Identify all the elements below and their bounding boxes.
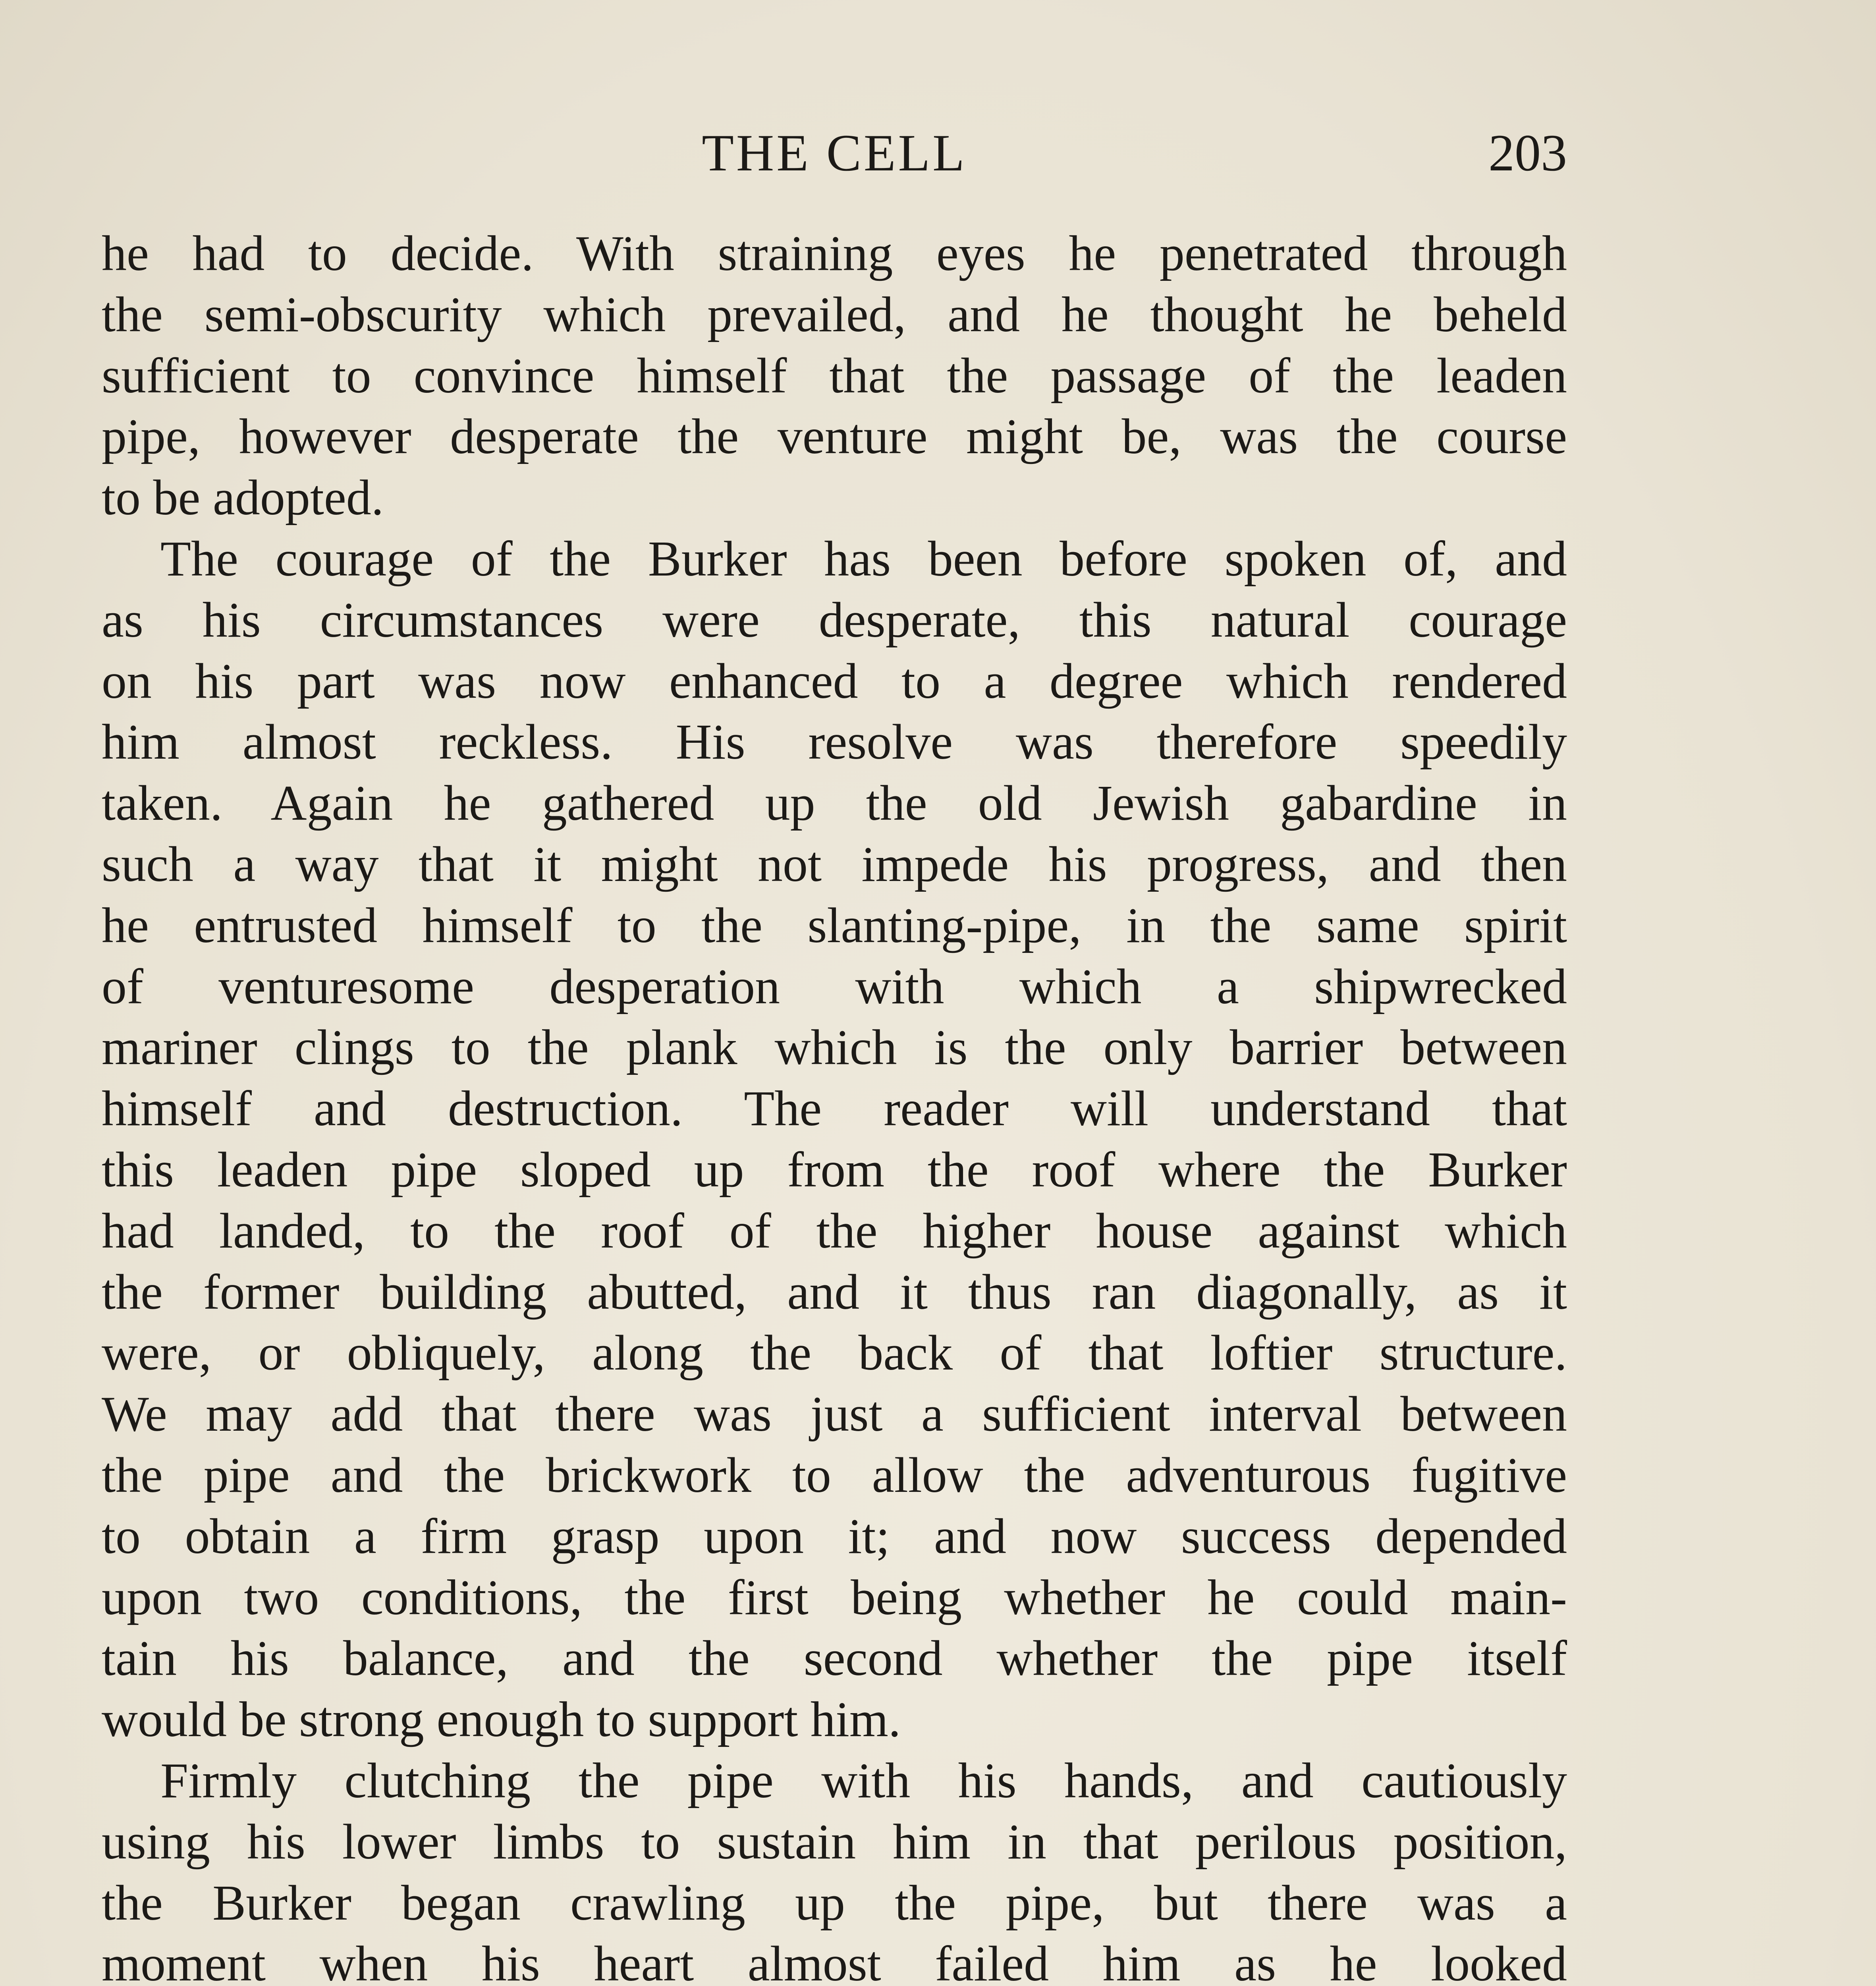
running-head [102,119,1567,187]
text-line: Firmly clutching the pipe with his hands, and cautiously [160,1753,1567,1808]
text-line: of venturesome desperation with which a shipwrecked [102,959,1567,1014]
text-line: mariner clings to the plank which is the only barrier between [102,1020,1567,1076]
text-line: on his part was now enhanced to a degree which rendered [102,653,1567,709]
text-line: taken. Again he gathered up the old Jewish gabardine in [102,776,1567,831]
text-line: himself and destruction. The reader will understand that [102,1081,1567,1137]
text-line: using his lower limbs to sustain him in that perilous position, [102,1814,1567,1870]
running-title: THE CELL [702,124,967,182]
page-number: 203 [1488,124,1567,182]
text-line: the Burker began crawling up the pipe, but there was a [102,1875,1567,1931]
text-line: such a way that it might not impede his progress, and then [102,837,1567,892]
text-line: to be adopted. [102,470,384,526]
text-line: he had to decide. With straining eyes he penetrated through [102,226,1567,281]
text-line: he entrusted himself to the slanting-pipe, in the same spirit [102,898,1567,953]
text-line: this leaden pipe sloped up from the roof where the Burker [102,1142,1567,1198]
text-line: upon two conditions, the first being whether he could main- [102,1570,1567,1625]
text-line: would be strong enough to support him. [102,1692,901,1748]
text-line: We may add that there was just a sufficient interval between [102,1387,1567,1442]
text-line: moment when his heart almost failed him as he looked [102,1936,1567,1986]
text-line: to obtain a firm grasp upon it; and now success depended [102,1509,1567,1564]
body-text [102,223,1567,1986]
text-line: the former building abutted, and it thus ran diagonally, as it [102,1264,1567,1320]
text-line: tain his balance, and the second whether the pipe itself [102,1631,1567,1687]
text-line: pipe, however desperate the venture might be, was the course [102,409,1567,465]
text-line: had landed, to the roof of the higher house against which [102,1203,1567,1259]
text-line: the semi-obscurity which prevailed, and he thought he beheld [102,287,1567,342]
text-line: as his circumstances were desperate, this natural courage [102,592,1567,648]
text-line: were, or obliquely, along the back of that loftier structure. [102,1325,1567,1381]
text-line: the pipe and the brickwork to allow the adventurous fugitive [102,1447,1567,1503]
text-line: The courage of the Burker has been before spoken of, and [160,531,1567,587]
text-line: him almost reckless. His resolve was therefore speedily [102,715,1567,770]
text-line: sufficient to convince himself that the passage of the leaden [102,348,1567,404]
